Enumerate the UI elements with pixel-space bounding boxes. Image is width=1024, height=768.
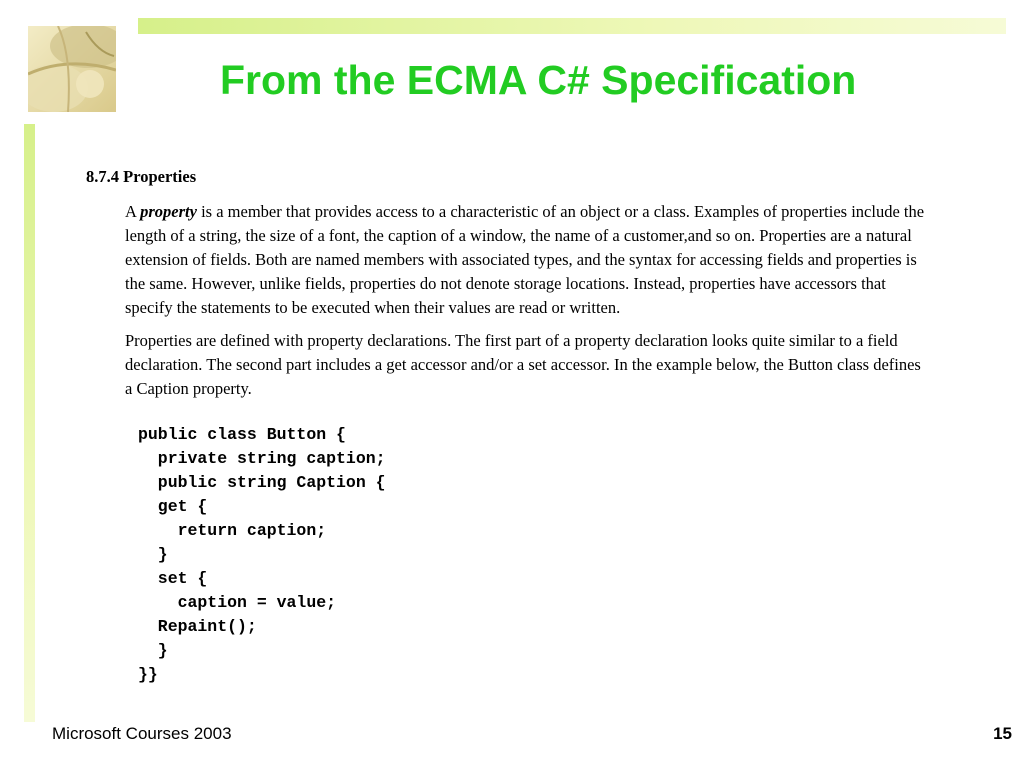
paragraph-body: is a member that provides access to a characteristic of an object or a class. Examples of properties include the length of a string, the size of a font, the caption of a window, the name of a customer,and so on. Properties are a natural extension of fields. Both are named members with associated types, and the syntax for accessing fields and properties is the same. However, unlike fields, properties do not denote storage locations. Instead, properties have accessors that specify the statements to be executed when their values are read or written. — [125, 202, 925, 317]
section-heading: 8.7.4 Properties — [86, 167, 197, 186]
code-line: set { — [138, 569, 208, 588]
code-line: private string caption; — [138, 449, 386, 468]
top-accent-bar — [138, 18, 1006, 34]
code-line: } — [138, 545, 168, 564]
decorative-logo-image — [28, 26, 116, 112]
code-line: }} — [138, 665, 158, 684]
paragraph-property-definition — [125, 200, 930, 320]
logo-graphic — [28, 26, 116, 112]
code-line: public class Button { — [138, 425, 346, 444]
slide-title: From the ECMA C# Specification — [220, 57, 857, 103]
footer-course-label: Microsoft Courses 2003 — [52, 724, 232, 743]
code-line: get { — [138, 497, 208, 516]
footer-page-number: 15 — [993, 724, 1012, 743]
code-line: return caption; — [138, 521, 327, 540]
code-line: caption = value; — [138, 593, 337, 612]
slide-content — [86, 166, 936, 687]
code-line: Repaint(); — [138, 617, 257, 636]
paragraph-property-declarations: Properties are defined with property declarations. The first part of a property declaration looks quite similar to a field declaration. The second part includes a get accessor and/or a set accessor. In the example below, the Button class defines a Caption property. — [125, 331, 921, 398]
code-example — [138, 423, 936, 687]
code-line: } — [138, 641, 168, 660]
paragraph-prefix: A — [125, 202, 141, 221]
left-accent-bar — [24, 124, 35, 722]
property-term: property — [140, 202, 197, 221]
code-line: public string Caption { — [138, 473, 386, 492]
